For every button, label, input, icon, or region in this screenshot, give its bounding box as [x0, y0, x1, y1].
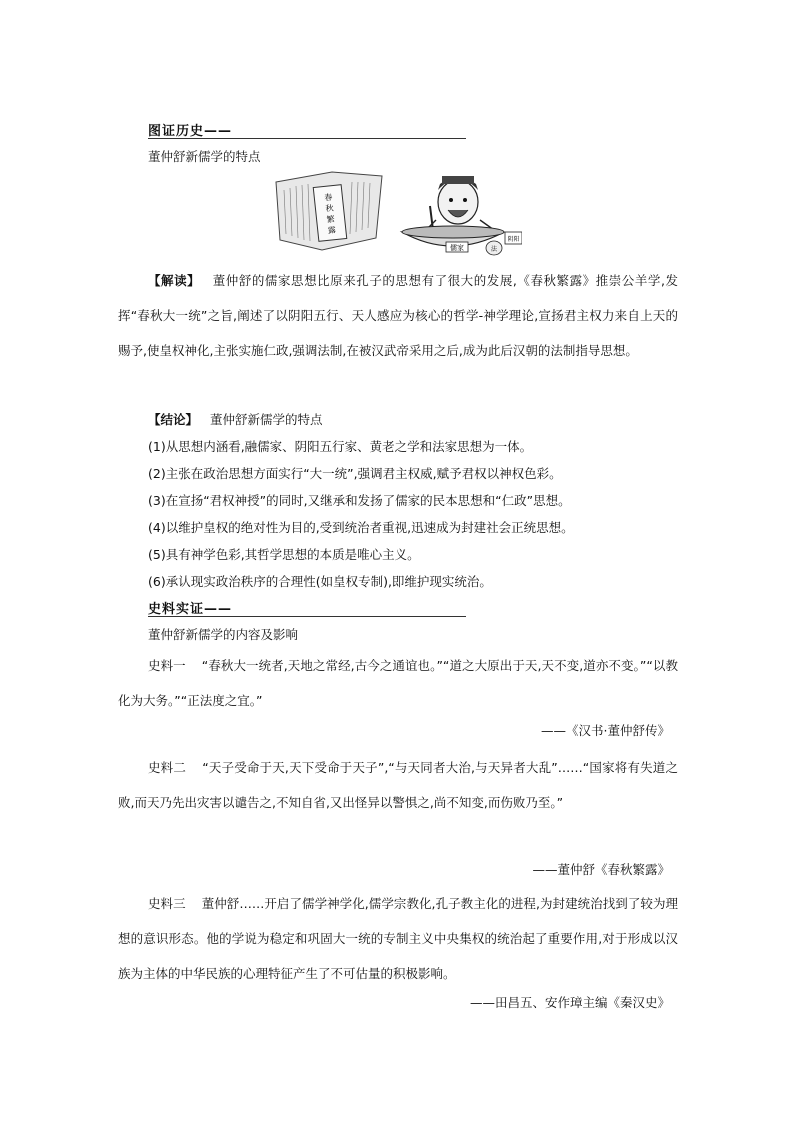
jiedu-paragraph	[118, 263, 678, 368]
jielun-label: 【结论】	[148, 412, 199, 427]
source-text: 董仲舒……开启了儒学神学化,儒学宗教化,孔子教主化的进程,为封建统治找到了较为理想的意识形态。他的学说为稳定和巩固大一统的专制主义中央集权的统治起了重要作用,对于形成以汉族为主体的中华民族的心理特征产生了不可估量的积极影响。	[118, 896, 678, 981]
book-title-3: 繁	[326, 214, 336, 225]
illustration-figure	[272, 168, 522, 258]
source-citation: ——董仲舒《春秋繁露》	[532, 862, 670, 877]
source-citation: ——《汉书·董仲舒传》	[541, 723, 670, 738]
source-label: 史料一	[148, 658, 186, 673]
jielun-line	[148, 411, 323, 429]
point-item: (5)具有神学色彩,其哲学思想的本质是唯心主义。	[148, 547, 420, 562]
jiedu-label: 【解读】	[148, 273, 201, 288]
jiedu-text: 董仲舒的儒家思想比原来孔子的思想有了很大的发展,《春秋繁露》推崇公羊学,发挥“春秋大一统”之旨,阐述了以阴阳五行、天人感应为核心的哲学-神学理论,宣扬君主权力来自上天的赐予,使皇权神化,主张实施仁政,强调法制,在被汉武帝采用之后,成为此后汉朝的法制指导思想。	[118, 273, 678, 358]
point-item: (3)在宣扬“君权神授”的同时,又继承和发扬了儒家的民本思想和“仁政”思想。	[148, 493, 571, 508]
point-item: (6)承认现实政治秩序的合理性(如皇权专制),即维护现实统治。	[148, 574, 492, 589]
jar-label: 阴阳	[507, 236, 520, 243]
source-label: 史料三	[148, 896, 186, 911]
section-subtitle: 董仲舒新儒学的内容及影响	[148, 627, 299, 642]
point-item: (2)主张在政治思想方面实行“大一统”,强调君主权威,赋予君权以神权色彩。	[148, 466, 562, 481]
point-item: (4)以维护皇权的绝对性为目的,受到统治者重视,迅速成为封建社会正统思想。	[148, 520, 574, 535]
source-label: 史料二	[148, 760, 187, 775]
source-text: “春秋大一统者,天地之常经,古今之通谊也。”“道之大原出于天,天不变,道亦不变。”“以教化为大务。”“正法度之宜。”	[118, 658, 678, 708]
source-text: “天子受命于天,天下受命于天子”,“与天同者大治,与天异者大乱”……“国家将有失道之败,而天乃先出灾害以谴告之,不知自省,又出怪异以警惧之,尚不知变,而伤败乃至。”	[118, 760, 678, 810]
book-title-2: 秋	[325, 203, 334, 214]
point-item: (1)从思想内涵看,融儒家、阴阳五行家、黄老之学和法家思想为一体。	[148, 439, 533, 454]
source-paragraph-1	[118, 648, 678, 718]
book-illustration	[276, 172, 382, 250]
jar-label-2: 法	[490, 246, 498, 253]
source-citation: ——田昌五、安作璋主编《秦汉史》	[469, 995, 670, 1010]
section-heading-tuzheng	[148, 120, 466, 139]
scholar-cartoon	[402, 176, 522, 255]
source-paragraph-2	[118, 750, 678, 820]
section-subtitle: 董仲舒新儒学的特点	[148, 149, 261, 164]
book-title-4: 露	[327, 225, 337, 236]
source-paragraph-3	[118, 886, 678, 991]
section-title: 史料实证——	[148, 602, 233, 617]
book-title-1: 春	[323, 192, 333, 203]
section-title: 图证历史——	[148, 124, 233, 139]
jielun-text: 董仲舒新儒学的特点	[210, 412, 323, 427]
bowl-label: 儒家	[450, 244, 464, 252]
section-heading-shiliao	[148, 598, 466, 617]
